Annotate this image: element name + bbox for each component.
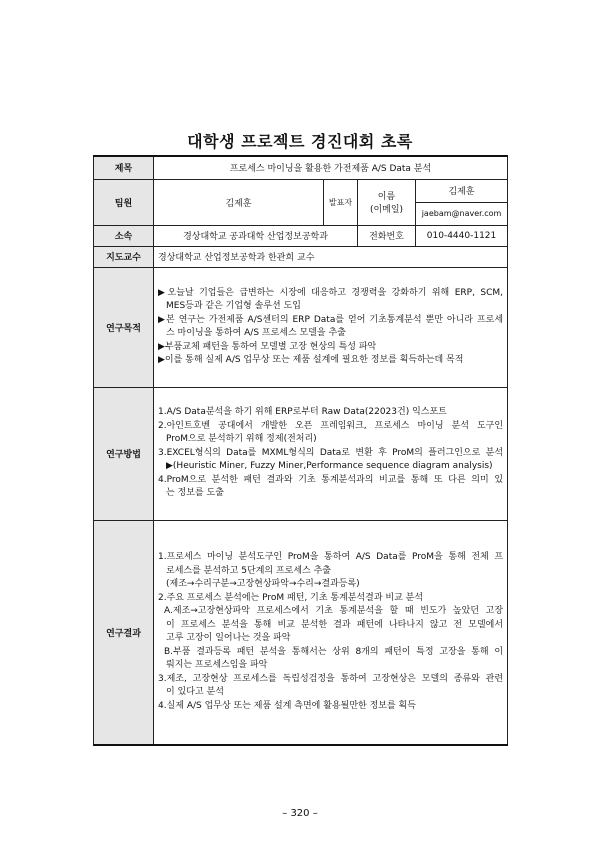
- result-label: 연구결과: [94, 520, 154, 745]
- result-line: 1.프로세스 마이닝 분석도구인 ProM을 통하여 A/S Data를 ProM을 통해 전체 프: [158, 552, 504, 563]
- result-line: 이 프로세스 분석을 통해 비교 분석한 결과 패턴에 나타나지 않고 전 모델에서: [166, 619, 504, 630]
- method-line: 1.A/S Data분석을 하기 위해 ERP로부터 Raw Data(22023건) 익스포트: [158, 407, 447, 418]
- result-line: (제조→수리구분→고장현상파악→수리→결과등록): [166, 579, 360, 590]
- method-line: 는 정보를 도출: [166, 488, 224, 499]
- presenter-label: 발표자: [324, 179, 358, 225]
- purpose-line: ▶본 연구는 가전제품 A/S센터의 ERP Data를 얻어 기초통계분석 뿐만 아니라 프로세: [158, 314, 504, 325]
- method-line: ProM으로 분석하기 위해 정제(전처리): [166, 434, 317, 445]
- advisor-label: 지도교수: [94, 246, 154, 267]
- purpose-line: MES등과 같은 기업형 솔루션 도입: [166, 301, 301, 311]
- method-line: 4.ProM으로 분석한 패턴 결과와 기초 통계분석과의 비교를 통해 또 다른 의미 있: [158, 474, 504, 485]
- method-label: 연구방법: [94, 387, 154, 520]
- purpose-row: [94, 267, 508, 387]
- result-row: [94, 520, 508, 745]
- leader-row-top: [94, 179, 508, 202]
- purpose-line: 스 마이닝을 통하여 A/S 프로세스 모델을 추출: [166, 328, 346, 338]
- subject-row: [94, 156, 508, 179]
- affiliation-label: 소속: [94, 225, 154, 246]
- subject-label: 제목: [94, 156, 154, 179]
- purpose-label: 연구목적: [94, 267, 154, 387]
- purpose-body: [154, 267, 508, 387]
- leader-name: 김제훈: [154, 179, 324, 225]
- advisor-row: [94, 246, 508, 267]
- result-line: 로세스를 분석하고 5단계의 프로세스 추출: [166, 565, 331, 576]
- advisor-value: 경상대학교 산업정보공학과 한관희 교수: [154, 246, 508, 267]
- result-line: 이 있다고 분석: [166, 687, 224, 698]
- name-email-label: [358, 179, 416, 225]
- result-body: [154, 520, 508, 745]
- page-title: 대학생 프로젝트 경진대회 초록: [187, 132, 413, 151]
- method-line: 3.EXCEL형식의 Data를 MXML형식의 Data로 변환 후 ProM의 플러그인으로 분석: [158, 447, 504, 458]
- purpose-line: ▶오늘날 기업들은 급변하는 시장에 대응하고 경쟁력을 강화하기 위해 ERP, SCM,: [158, 287, 504, 298]
- affiliation-row: [94, 225, 508, 246]
- leader-label: 팀원: [94, 179, 154, 225]
- phone-label: 전화번호: [358, 225, 416, 246]
- email-label: (이메일): [369, 205, 404, 215]
- name-label: 이름: [377, 192, 396, 202]
- result-line: B.부품 결과등록 패턴 분석을 통해서는 상위 8개의 패턴이 특정 고장을 통해 이: [164, 646, 504, 657]
- result-line: 3.제조, 고장현상 프로세스를 독립성검정을 통하여 고장현상은 모델의 종류와 관련: [158, 673, 504, 684]
- method-line: ▶(Heuristic Miner, Fuzzy Miner,Performance sequence diagram analysis): [166, 461, 493, 472]
- method-line: 2.아인트호벤 공대에서 개발한 오픈 프레임워크, 프로세스 마이닝 분석 도구인: [158, 420, 504, 431]
- presenter-name: 김제훈: [416, 179, 508, 202]
- presenter-email: jaebam@naver.com: [416, 202, 508, 225]
- purpose-line: ▶부품교체 패턴을 통하여 모델별 고장 현상의 특성 파악: [158, 341, 377, 352]
- method-row: [94, 387, 508, 520]
- page-number: – 320 –: [282, 808, 318, 819]
- affiliation-value: 경상대학교 공과대학 산업정보공학과: [154, 225, 358, 246]
- result-line: 4.실제 A/S 업무상 또는 제품 설계 측면에 활용될만한 정보를 획득: [158, 700, 416, 711]
- phone-value: 010-4440-1121: [416, 225, 508, 246]
- result-line: 2.주요 프로세스 분석에는 ProM 패턴, 기초 통계분석결과 비교 분석: [158, 592, 424, 603]
- result-line: A.제조→고장현상파악 프로세스에서 기초 통계분석을 할 때 빈도가 높았던 고장: [164, 606, 504, 617]
- purpose-line: ▶이를 통해 실제 A/S 업무상 또는 제품 설계에 필요한 정보를 획득하는데 목적: [158, 355, 464, 365]
- abstract-form-table: [93, 155, 508, 746]
- result-line: 고루 고장이 일어나는 것을 파악: [166, 633, 291, 644]
- result-line: 뤄지는 프로세스임을 파악: [166, 660, 268, 671]
- method-body: [154, 387, 508, 520]
- subject-value: 프로세스 마이닝을 활용한 가전제품 A/S Data 분석: [154, 156, 508, 179]
